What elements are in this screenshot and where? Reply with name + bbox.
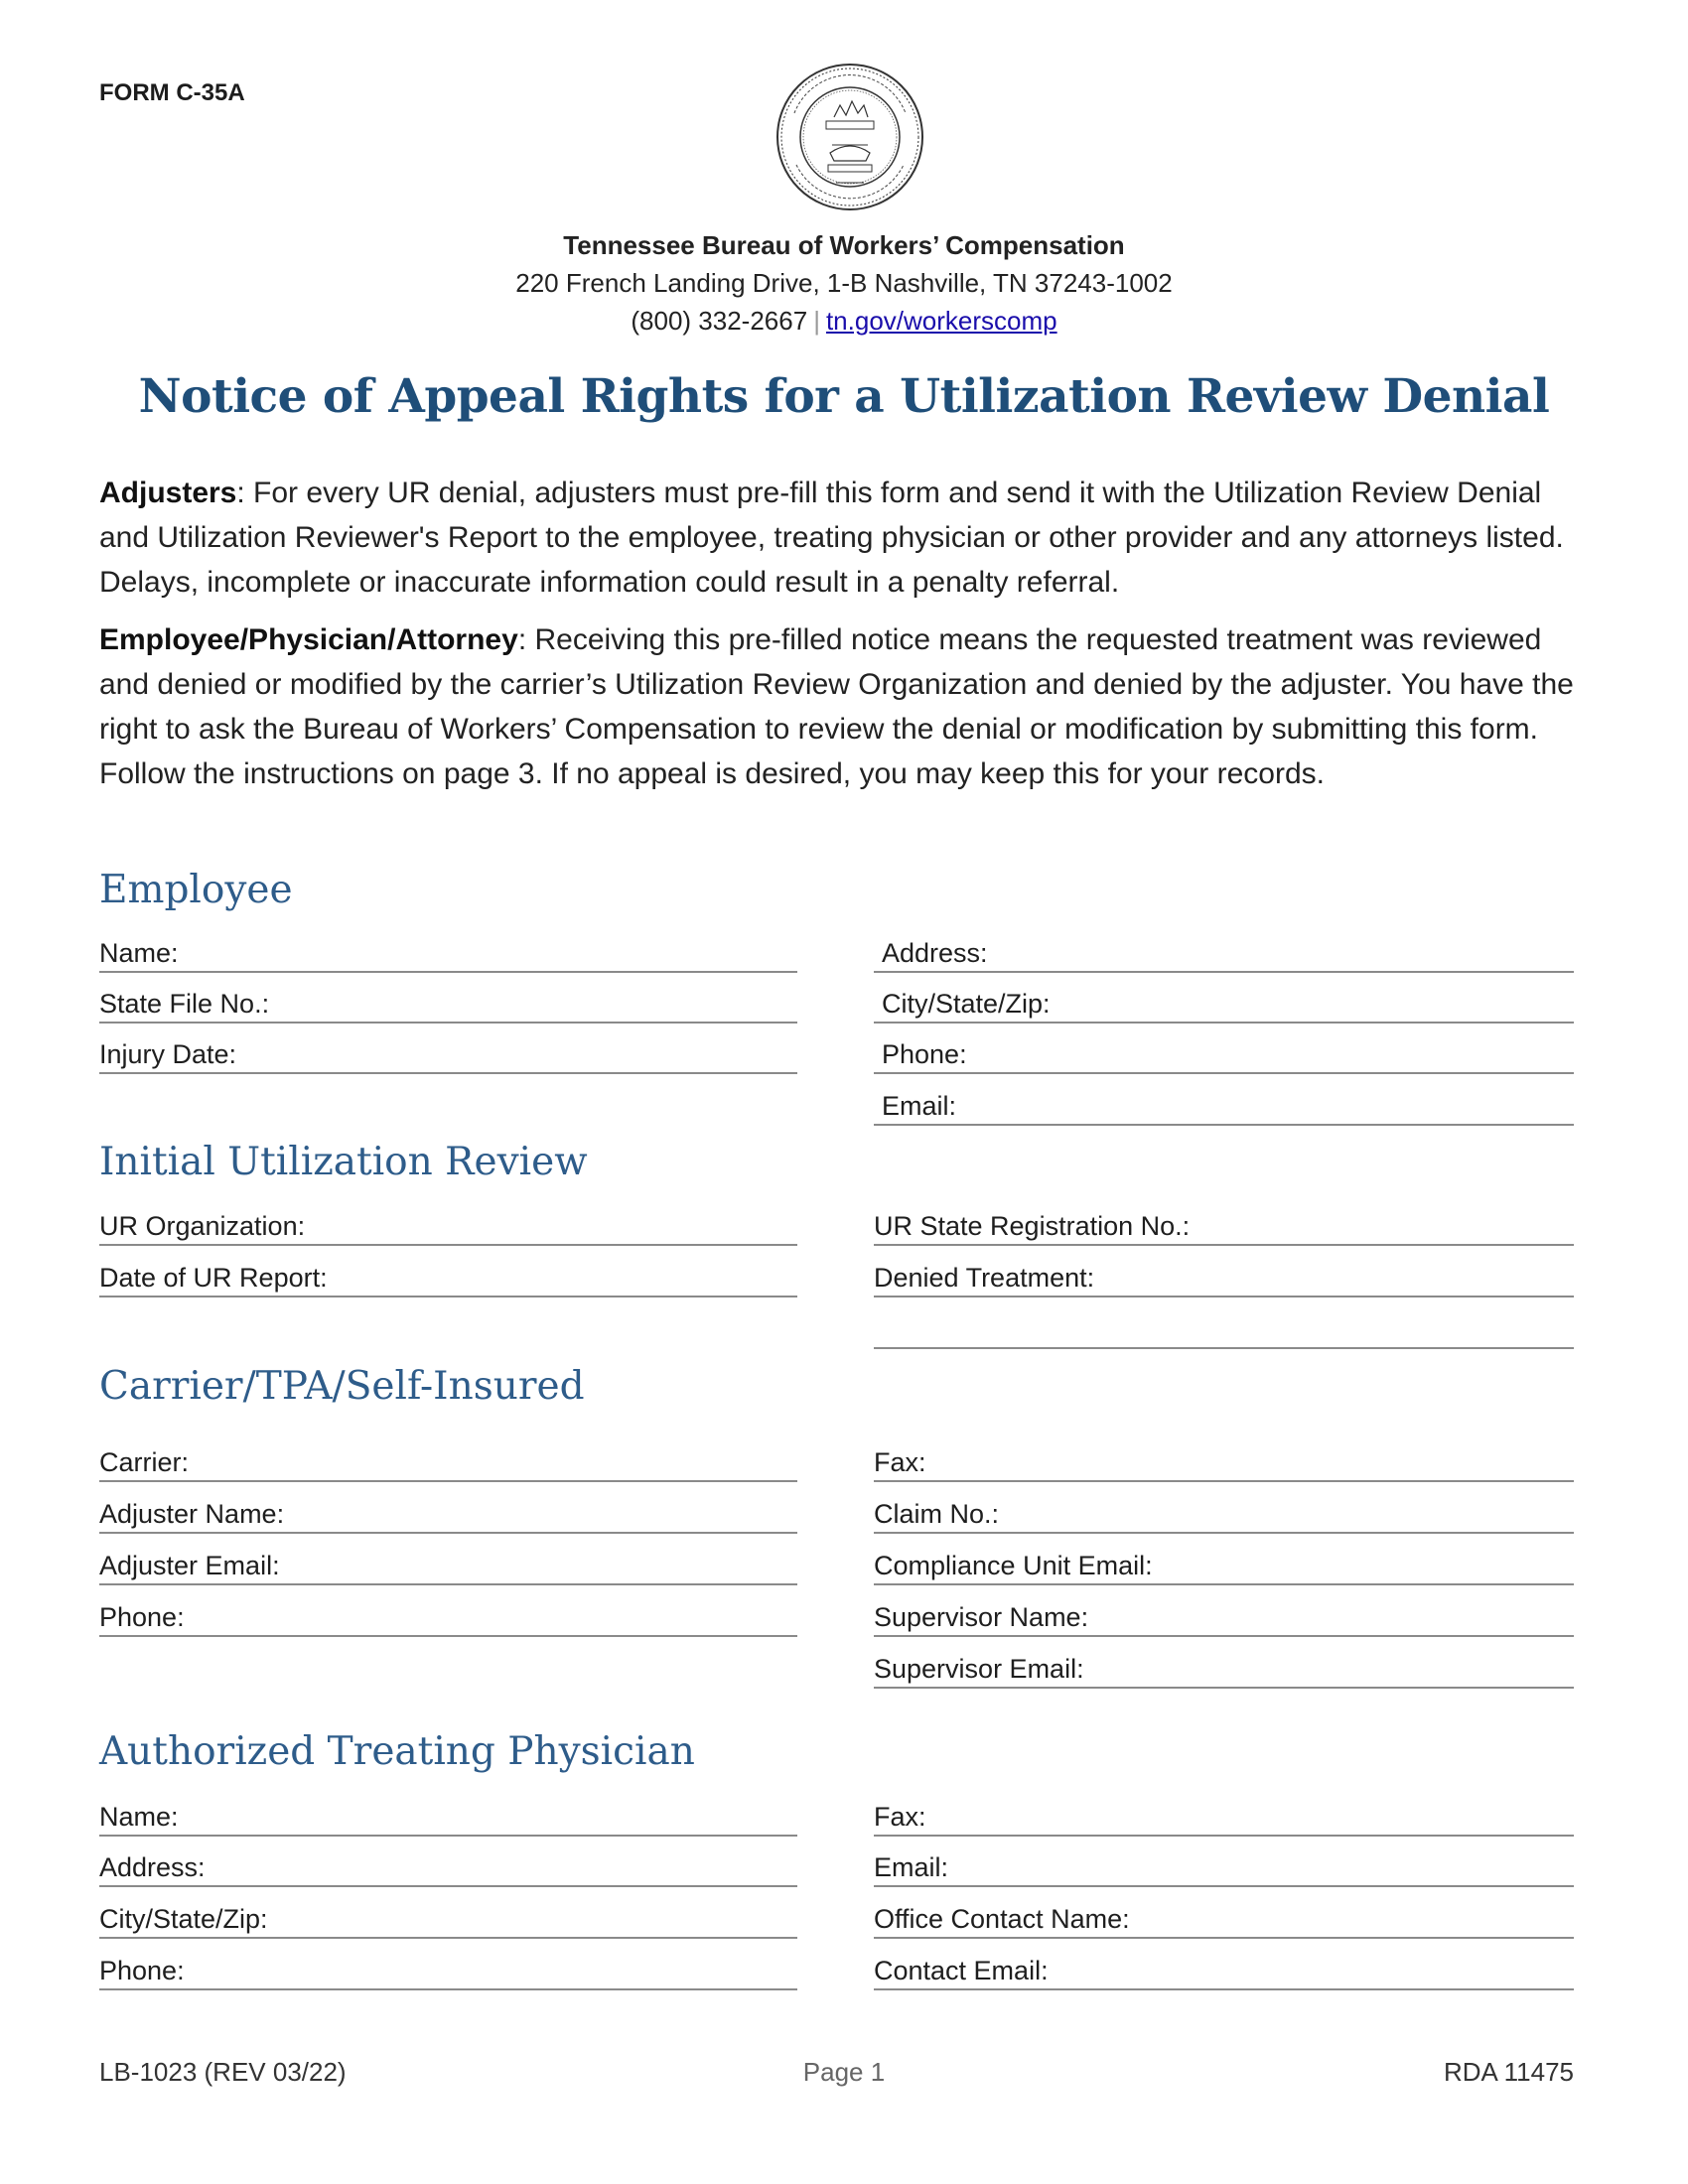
supervisor-name-field[interactable]: Supervisor Name: [874, 1597, 1574, 1637]
physician-email-field[interactable]: Email: [874, 1847, 1574, 1887]
page-title: Notice of Appeal Rights for a Utilization Review Denial [138, 369, 1550, 424]
employee-name-field[interactable]: Name: [99, 933, 797, 973]
agency-phone: (800) 332-2667 [631, 306, 808, 336]
carrier-fax-field[interactable]: Fax: [874, 1442, 1574, 1482]
section-heading-initial-ur: Initial Utilization Review [99, 1140, 588, 1184]
denied-treatment-field[interactable]: Denied Treatment: [874, 1258, 1574, 1297]
office-contact-name-field[interactable]: Office Contact Name: [874, 1899, 1574, 1939]
section-heading-employee: Employee [99, 868, 293, 912]
denied-treatment-continued-field[interactable] [874, 1309, 1574, 1349]
claim-number-field[interactable]: Claim No.: [874, 1494, 1574, 1534]
form-id: FORM C-35A [99, 79, 245, 106]
state-seal-icon [774, 62, 925, 212]
employee-email-field[interactable]: Email: [874, 1086, 1574, 1126]
employee-phone-field[interactable]: Phone: [874, 1034, 1574, 1074]
form-number: LB-1023 (REV 03/22) [99, 2057, 347, 2087]
adjusters-paragraph [99, 471, 1589, 605]
physician-name-field[interactable]: Name: [99, 1797, 797, 1837]
physician-phone-field[interactable]: Phone: [99, 1951, 797, 1990]
adjuster-name-field[interactable]: Adjuster Name: [99, 1494, 797, 1534]
employee-city-state-zip-field[interactable]: City/State/Zip: [874, 984, 1574, 1024]
rda-number: RDA 11475 [1443, 2057, 1574, 2087]
employee-paragraph [99, 617, 1589, 796]
carrier-field[interactable]: Carrier: [99, 1442, 797, 1482]
agency-contact [0, 302, 1688, 340]
agency-name: Tennessee Bureau of Workers’ Compensation [563, 230, 1125, 260]
supervisor-email-field[interactable]: Supervisor Email: [874, 1649, 1574, 1689]
adjusters-label: Adjusters [99, 477, 237, 509]
ur-organization-field[interactable]: UR Organization: [99, 1206, 797, 1246]
employee-address-field[interactable]: Address: [874, 933, 1574, 973]
employee-text: : Receiving this pre-filled notice means the requested treatment was reviewed and denied or modified by the carrier’s Utilization Review Organization and denied by the adjuster. You have the right to ask the Bureau of Workers’ Compensation to review the denial or modification by submitting this form. Follow the instructions on page 3. If no appeal is desired, you may keep this for your records. [99, 623, 1574, 790]
employee-label: Employee/Physician/Attorney [99, 623, 518, 656]
physician-fax-field[interactable]: Fax: [874, 1797, 1574, 1837]
employee-state-file-field[interactable]: State File No.: [99, 984, 797, 1024]
agency-address: 220 French Landing Drive, 1-B Nashville, TN 37243-1002 [515, 268, 1173, 298]
website-link[interactable]: tn.gov/workerscomp [825, 306, 1057, 336]
contact-separator: | [813, 306, 820, 336]
page-number: Page 1 [802, 2057, 886, 2087]
section-heading-carrier: Carrier/TPA/Self-Insured [99, 1364, 585, 1409]
section-heading-physician: Authorized Treating Physician [99, 1729, 695, 1774]
adjuster-email-field[interactable]: Adjuster Email: [99, 1546, 797, 1585]
physician-city-state-zip-field[interactable]: City/State/Zip: [99, 1899, 797, 1939]
ur-registration-field[interactable]: UR State Registration No.: [874, 1206, 1574, 1246]
physician-address-field[interactable]: Address: [99, 1847, 797, 1887]
employee-injury-date-field[interactable]: Injury Date: [99, 1034, 797, 1074]
ur-report-date-field[interactable]: Date of UR Report: [99, 1258, 797, 1297]
carrier-phone-field[interactable]: Phone: [99, 1597, 797, 1637]
contact-email-field[interactable]: Contact Email: [874, 1951, 1574, 1990]
adjusters-text: : For every UR denial, adjusters must pre-fill this form and send it with the Utilization Review Denial and Utilization Reviewer's Report to the employee, treating physician or other provider and any attorneys listed. Delays, incomplete or inaccurate information could result in a penalty referral. [99, 477, 1564, 599]
compliance-email-field[interactable]: Compliance Unit Email: [874, 1546, 1574, 1585]
agency-block [0, 226, 1688, 340]
